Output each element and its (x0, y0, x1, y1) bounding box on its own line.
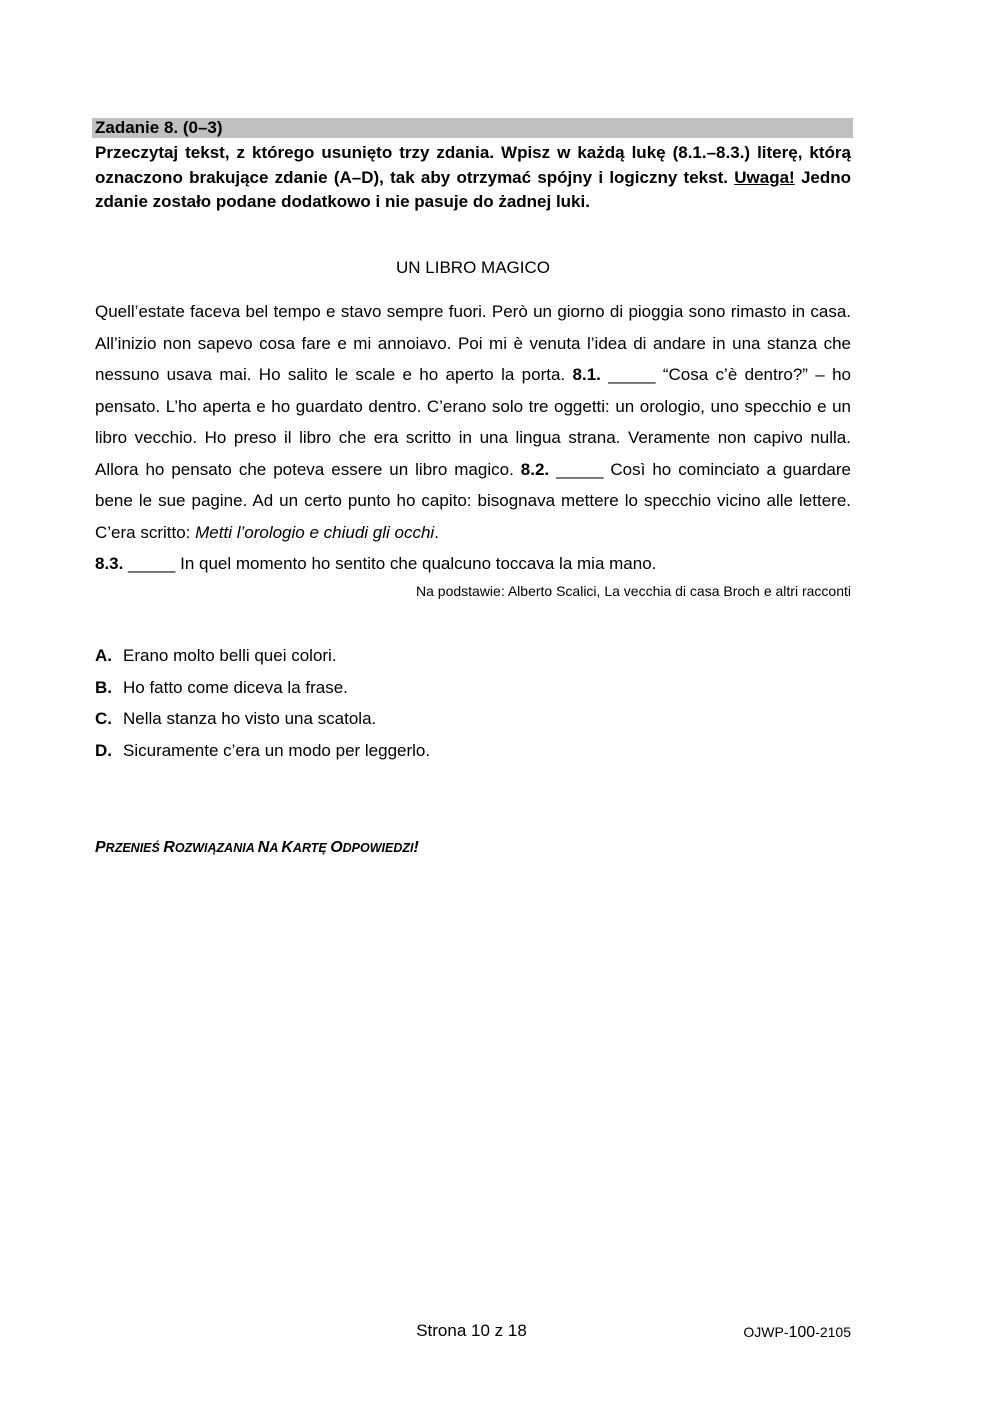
instruction-text: Przeczytaj tekst, z którego usunięto trzy zdania. Wpisz w każdą lukę (8.1.–8.3.) literę, którą oznaczono brakujące zdanie (A–D), tak aby otrzymać spójny i logiczny tekst. (95, 143, 851, 187)
option-d: D. Sicuramente c’era un modo per leggerlo. (95, 740, 431, 760)
gap-8-2-blank[interactable]: _____ (549, 459, 611, 479)
story-text (95, 296, 851, 580)
story-part-1: Quell’estate faceva bel tempo e stavo sempre fuori. Però un giorno di pioggia sono rimasto in casa. All’inizio non sapevo cosa fare e mi annoiavo. Poi mi è venuta l’idea di andare in una stanza che nessuno usava mai. Ho salito le scale e ho aperto la porta. (95, 302, 851, 384)
warning-label: Uwaga! (734, 167, 795, 187)
story-part-3: Così ho cominciato a guardare bene le sue pagine. Ad un certo punto ho capito: bisognava mettere lo specchio vicino alle lettere. C’era scritto: (95, 459, 851, 542)
story-part-2: “Cosa c’è dentro?” – ho pensato. L’ho aperta e ho guardato dentro. C’erano solo tre oggetti: un orologio, uno specchio e un libro vecchio. Ho preso il libro che era scritto in una lingua strana. Veramente non capivo nulla. Allora ho pensato che poteva essere un libro magico. (95, 365, 851, 479)
option-b: B. Ho fatto come diceva la frase. (95, 677, 348, 697)
warning-text: Jedno zdanie zostało podane dodatkowo i nie pasuje do żadnej luki. (95, 167, 852, 211)
gap-8-1-label: 8.1. (572, 365, 601, 384)
gap-8-1-blank[interactable]: _____ (600, 365, 663, 384)
task-header: Zadanie 8. (0–3) (92, 118, 853, 138)
gap-8-2-label: 8.2. (520, 459, 550, 479)
gap-8-3-blank[interactable]: _____ (123, 554, 181, 573)
page-number: Strona 10 z 18 (416, 1321, 527, 1340)
answer-options (95, 640, 851, 766)
exam-code: OJWP-100-2105 (743, 1324, 851, 1341)
transfer-notice: PRZENIEŚ ROZWIĄZANIA NA KARTĘ ODPOWIEDZI! (95, 839, 419, 856)
story-part-3-end: . (434, 522, 439, 542)
story-part-4: In quel momento ho sentito che qualcuno toccava la mia mano. (180, 554, 657, 573)
task-instructions (95, 141, 851, 215)
option-c: C. Nella stanza ho visto una scatola. (95, 709, 377, 728)
story-source: Na podstawie: Alberto Scalici, La vecchia di casa Broch e altri racconti (416, 583, 851, 599)
story-quote: Metti l’orologio e chiudi gli occhi (195, 522, 435, 542)
option-a: A. Erano molto belli quei colori. (95, 646, 337, 665)
story-title: UN LIBRO MAGICO (396, 258, 550, 277)
gap-8-3-label: 8.3. (95, 554, 124, 573)
